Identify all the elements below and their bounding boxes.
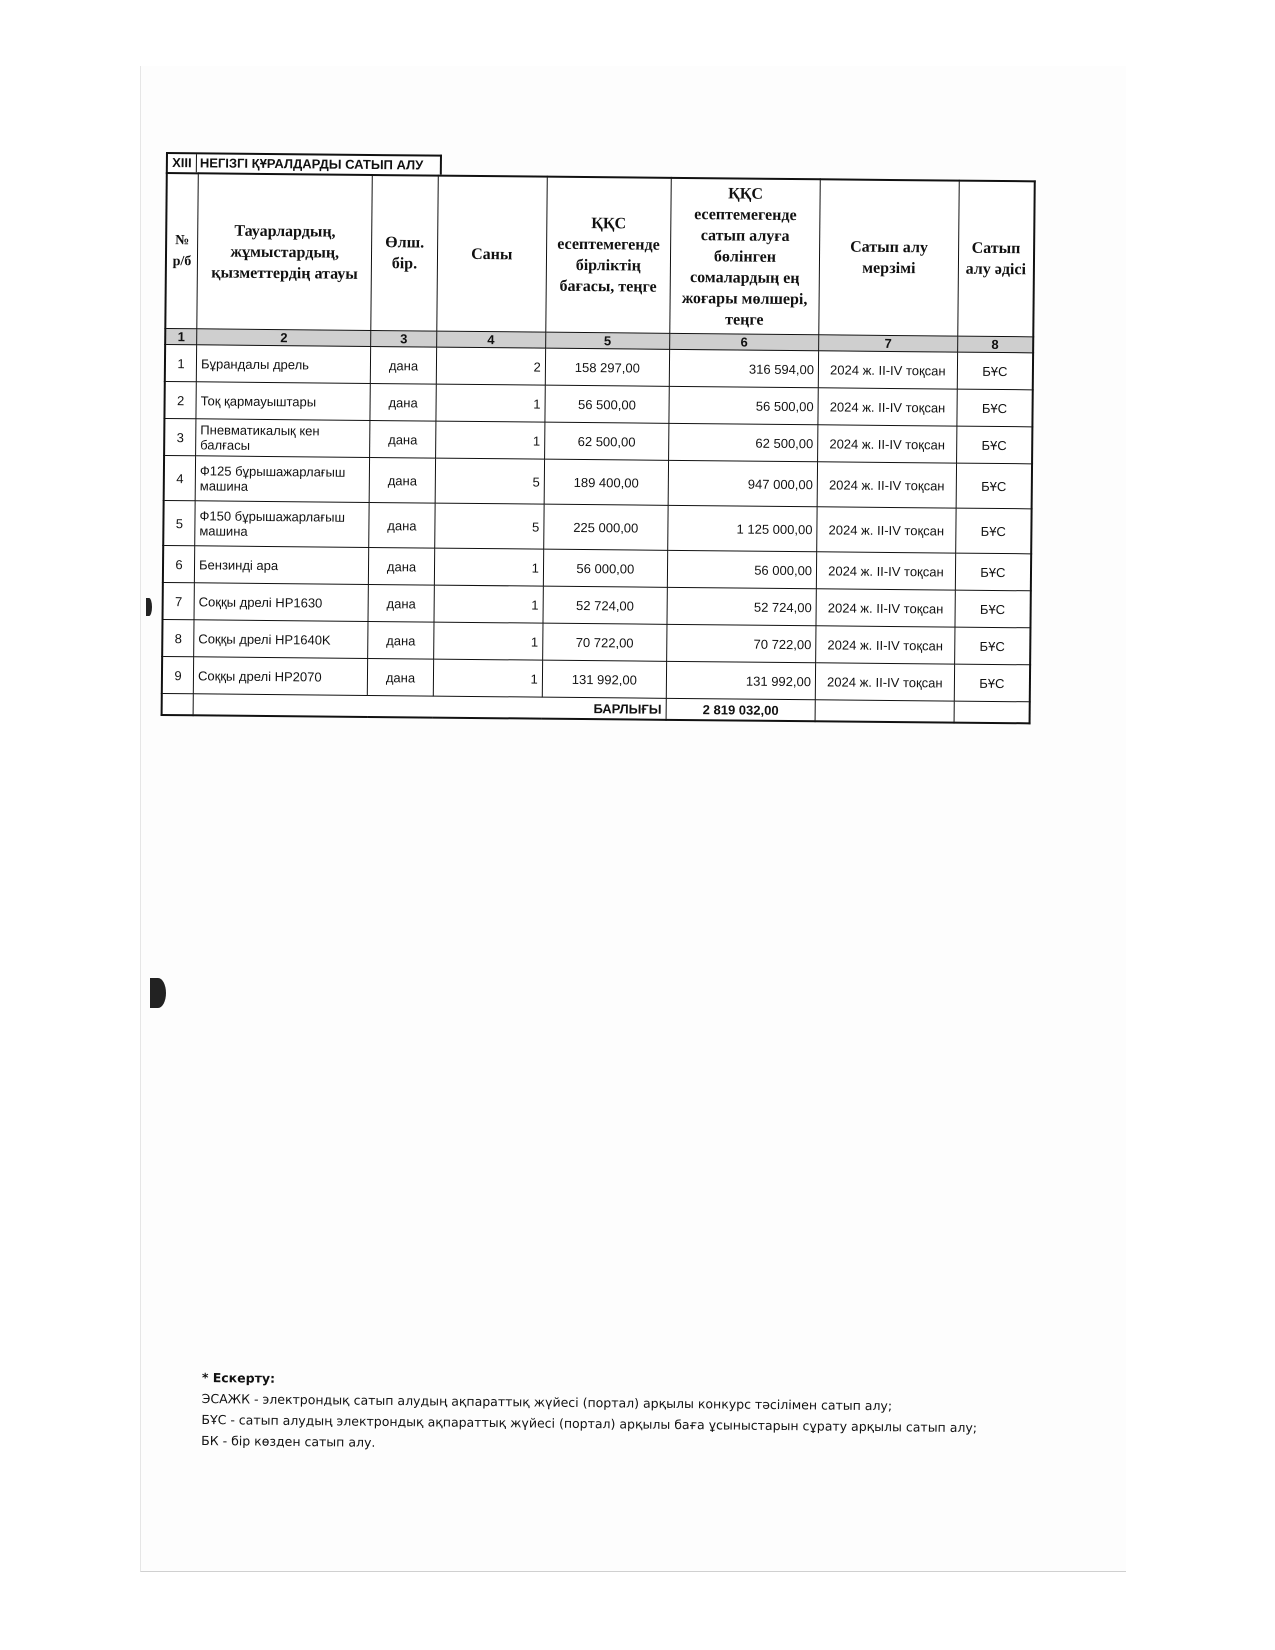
item-method: БҰС [954, 664, 1030, 702]
item-period: 2024 ж. II-IV тоқсан [815, 663, 954, 701]
item-quantity: 1 [434, 585, 544, 623]
item-period: 2024 ж. II-IV тоқсан [816, 589, 955, 627]
section-number: XIII [168, 154, 197, 172]
item-period: 2024 ж. II-IV тоқсан [818, 388, 957, 426]
column-index: 2 [197, 329, 372, 347]
column-index: 7 [819, 335, 958, 352]
row-number: 6 [163, 545, 195, 582]
item-unit: дана [369, 547, 434, 585]
item-max-amount: 947 000,00 [668, 460, 818, 506]
item-name: Пневматикалық кен балғасы [196, 419, 371, 458]
item-unit-price: 52 724,00 [543, 586, 667, 624]
header-period: Сатып алу мерзімі [819, 179, 959, 336]
total-empty-cell [815, 700, 954, 723]
header-unit-price: ҚҚС есептемегенде бірліктің бағасы, теңге [546, 177, 671, 334]
footnote-title: * Ескерту: [201, 1369, 276, 1386]
item-unit: дана [368, 584, 433, 622]
item-unit-price: 225 000,00 [544, 504, 668, 550]
item-unit-price: 56 000,00 [543, 549, 667, 587]
item-max-amount: 70 722,00 [666, 624, 816, 662]
item-max-amount: 1 125 000,00 [668, 505, 818, 551]
item-name: Соққы дрелі HP1630 [194, 583, 369, 622]
item-unit-price: 62 500,00 [544, 422, 668, 460]
item-method: БҰС [954, 627, 1030, 665]
item-max-amount: 56 500,00 [669, 386, 819, 424]
item-unit: дана [370, 457, 436, 503]
item-quantity: 1 [435, 421, 545, 459]
header-max-amount: ҚҚС есептемегенде сатып алуға бөлінген сомалардың ең жоғары мөлшері, теңге [670, 178, 821, 335]
total-value: 2 819 032,00 [666, 698, 815, 721]
header-number: № р/б [165, 173, 198, 329]
header-unit: Өлш. бір. [371, 175, 438, 331]
item-method: БҰС [955, 508, 1031, 554]
item-method: БҰС [956, 426, 1032, 464]
item-unit: дана [370, 420, 435, 458]
row-number: 5 [163, 500, 195, 545]
item-unit-price: 158 297,00 [545, 348, 669, 386]
item-name: Ф150 бұрышажарлағыш машина [195, 501, 370, 548]
punch-hole-bottom [150, 978, 166, 1008]
item-name: Бензинді ара [194, 546, 369, 585]
column-index: 8 [957, 336, 1033, 353]
item-max-amount: 131 992,00 [666, 661, 816, 699]
item-max-amount: 62 500,00 [668, 423, 818, 461]
row-number: 7 [163, 582, 195, 619]
column-index: 5 [546, 332, 670, 349]
item-quantity: 1 [436, 384, 546, 422]
total-label: БАРЛЫҒЫ [193, 694, 666, 720]
item-period: 2024 ж. II-IV тоқсан [817, 507, 956, 553]
punch-hole-top [146, 598, 152, 616]
item-period: 2024 ж. II-IV тоқсан [818, 425, 957, 463]
footnote-line: БҰС - сатып алудың электрондық ақпараттық жүйесі (портал) арқылы баға ұсыныстарын сұрату арқылы сатып алу; [201, 1411, 978, 1436]
header-name: Тауарлардың, жұмыстардың, қызметтердің атауы [197, 173, 373, 330]
procurement-table-block [161, 152, 1036, 724]
footnote [201, 1367, 977, 1459]
item-quantity: 1 [433, 659, 543, 697]
item-unit: дана [369, 502, 435, 548]
column-index: 6 [669, 333, 818, 350]
item-period: 2024 ж. II-IV тоқсан [817, 462, 956, 508]
item-max-amount: 52 724,00 [667, 587, 817, 625]
item-unit: дана [368, 621, 433, 659]
row-number: 1 [165, 345, 197, 382]
column-index: 3 [371, 330, 436, 347]
row-number: 9 [162, 656, 194, 693]
item-method: БҰС [955, 590, 1031, 628]
item-method: БҰС [957, 352, 1033, 390]
item-unit: дана [368, 658, 433, 696]
item-method: БҰС [955, 553, 1031, 591]
item-period: 2024 ж. II-IV тоқсан [818, 351, 957, 389]
item-quantity: 1 [433, 622, 543, 660]
item-unit-price: 131 992,00 [542, 660, 666, 698]
item-name: Тоқ қармауыштары [196, 382, 371, 421]
item-quantity: 2 [436, 347, 546, 385]
footnote-line: БК - бір көзден сатып алу. [201, 1432, 376, 1450]
item-name: Ф125 бұрышажарлағыш машина [195, 456, 370, 503]
header-quantity: Саны [436, 176, 547, 333]
item-unit-price: 70 722,00 [543, 623, 667, 661]
footnote-line: ЭСАЖК - электрондық сатып алудың ақпараттық жүйесі (портал) арқылы конкурс тәсілімен сатып алу; [201, 1390, 893, 1414]
item-name: Соққы дрелі HP2070 [193, 657, 368, 696]
item-unit: дана [370, 383, 435, 421]
header-method: Сатып алу әдісі [958, 181, 1035, 337]
item-quantity: 1 [434, 548, 544, 586]
item-max-amount: 56 000,00 [667, 550, 817, 588]
item-method: БҰС [957, 389, 1033, 427]
row-number: 4 [164, 455, 196, 500]
total-empty-cell [162, 693, 194, 715]
item-unit-price: 189 400,00 [544, 459, 668, 505]
section-title [166, 152, 442, 175]
row-number: 3 [164, 418, 196, 455]
column-index: 4 [436, 331, 545, 348]
item-name: Бұрандалы дрель [196, 345, 371, 384]
section-heading: НЕГІЗГІ ҚҰРАЛДАРДЫ САТЫП АЛУ [199, 155, 424, 173]
procurement-table [161, 172, 1036, 724]
item-period: 2024 ж. II-IV тоқсан [816, 626, 955, 664]
item-name: Соққы дрелі HP1640K [194, 620, 369, 659]
item-method: БҰС [956, 463, 1032, 509]
header-row [165, 173, 1034, 337]
item-max-amount: 316 594,00 [669, 349, 819, 387]
item-unit: дана [371, 346, 436, 384]
item-unit-price: 56 500,00 [545, 385, 669, 423]
row-number: 8 [162, 619, 194, 656]
column-index: 1 [165, 329, 197, 345]
total-empty-cell [954, 701, 1030, 723]
item-quantity: 5 [435, 458, 545, 504]
item-period: 2024 ж. II-IV тоқсан [816, 552, 955, 590]
item-quantity: 5 [434, 503, 544, 549]
row-number: 2 [164, 381, 196, 418]
